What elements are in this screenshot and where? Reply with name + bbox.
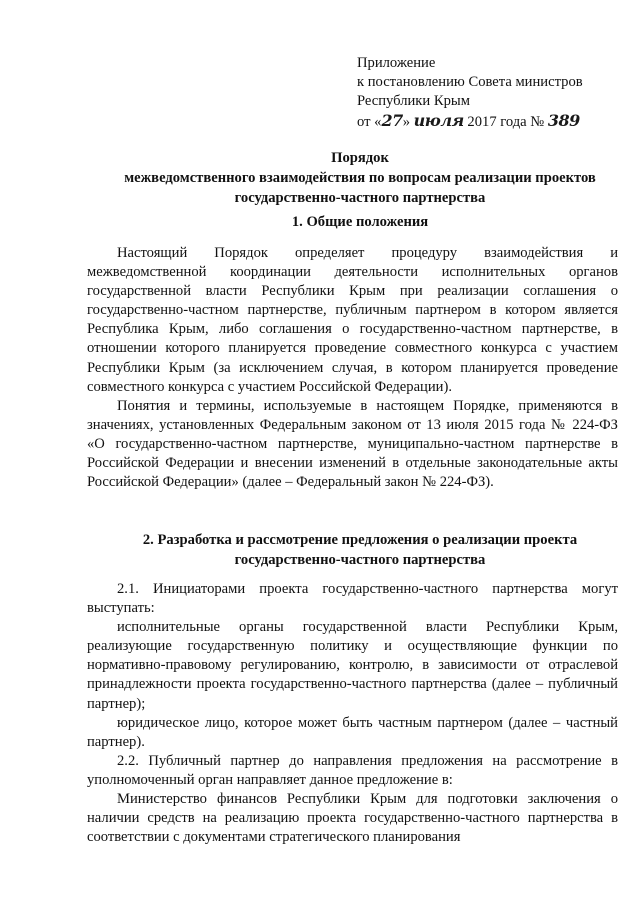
section-1-heading: 1. Общие положения [291, 214, 429, 230]
appendix-republic: Республики Крым [357, 93, 470, 109]
document-title [100, 148, 620, 208]
section-1-paragraph-2: Понятия и термины, используемые в настоящем Порядке, применяются в значениях, установленных Федеральным законом от 13 июля 2015 года № 224-ФЗ «О государственно-частном партнерстве, муниципально-частном партнерстве в Российской Федерации и внесении изменений в отдельные законодательные акты Российской Федерации» (далее – Федеральный закон № 224-ФЗ). [87, 397, 618, 491]
section-2-paragraph-2: исполнительные органы государственной власти Республики Крым, реализующие государственную политику и осуществляющие функции по нормативно-правовому регулированию, контролю, в зависимости от отраслевой принадлежности проекта государственно-частного партнерства (далее – публичный партнер); [87, 619, 618, 712]
title-line-1: Порядок [331, 150, 389, 166]
section-2-paragraph-5: Министерство финансов Республики Крым для подготовки заключения о наличии средств на реализацию проекта государственно-частного партнерства в соответствии с документами стратегического планирования [87, 791, 618, 846]
handwritten-number: 389 [547, 111, 580, 130]
section-2-heading-line-1: 2. Разработка и рассмотрение предложения о реализации проекта [142, 532, 578, 548]
appendix-resolution-ref: к постановлению Совета министров [357, 74, 583, 90]
section-1-paragraph-1: Настоящий Порядок определяет процедуру взаимодействия и межведомственной координации деятельности исполнительных органов государственной власти Республики Крым при реализации соглашения о государственно-частном партнерстве, публичным партнером в котором является Республика Крым, либо соглашения о государственно-частном партнерстве, в отношении которого планируется проведение совместного конкурса с участием Республики Крым (за исключением случая, в котором планируется проведение совместного конкурса с участием Российской Федерации). [87, 245, 618, 395]
title-line-2: межведомственного взаимодействия по вопросам реализации проектов [124, 170, 596, 186]
section-2-body [87, 580, 618, 847]
handwritten-day: 27 [381, 111, 403, 130]
handwritten-month: июля [413, 111, 464, 130]
section-2-heading [100, 530, 620, 570]
section-2-paragraph-4: 2.2. Публичный партнер до направления предложения на рассмотрение в уполномоченный орган направляет данное предложение в: [87, 752, 618, 788]
appendix-date-line: от «27» июля 2017 года № 389 [357, 111, 580, 130]
section-1-body [87, 244, 618, 492]
appendix-label: Приложение [357, 55, 436, 71]
section-2-heading-line-2: государственно-частного партнерства [234, 552, 486, 568]
section-2-paragraph-1: 2.1. Инициаторами проекта государственно-частного партнерства могут выступать: [87, 581, 618, 617]
section-2-paragraph-3: юридическое лицо, которое может быть частным партнером (далее – частный партнер). [87, 714, 618, 750]
title-line-3: государственно-частного партнерства [234, 190, 486, 206]
appendix-header [357, 54, 627, 132]
